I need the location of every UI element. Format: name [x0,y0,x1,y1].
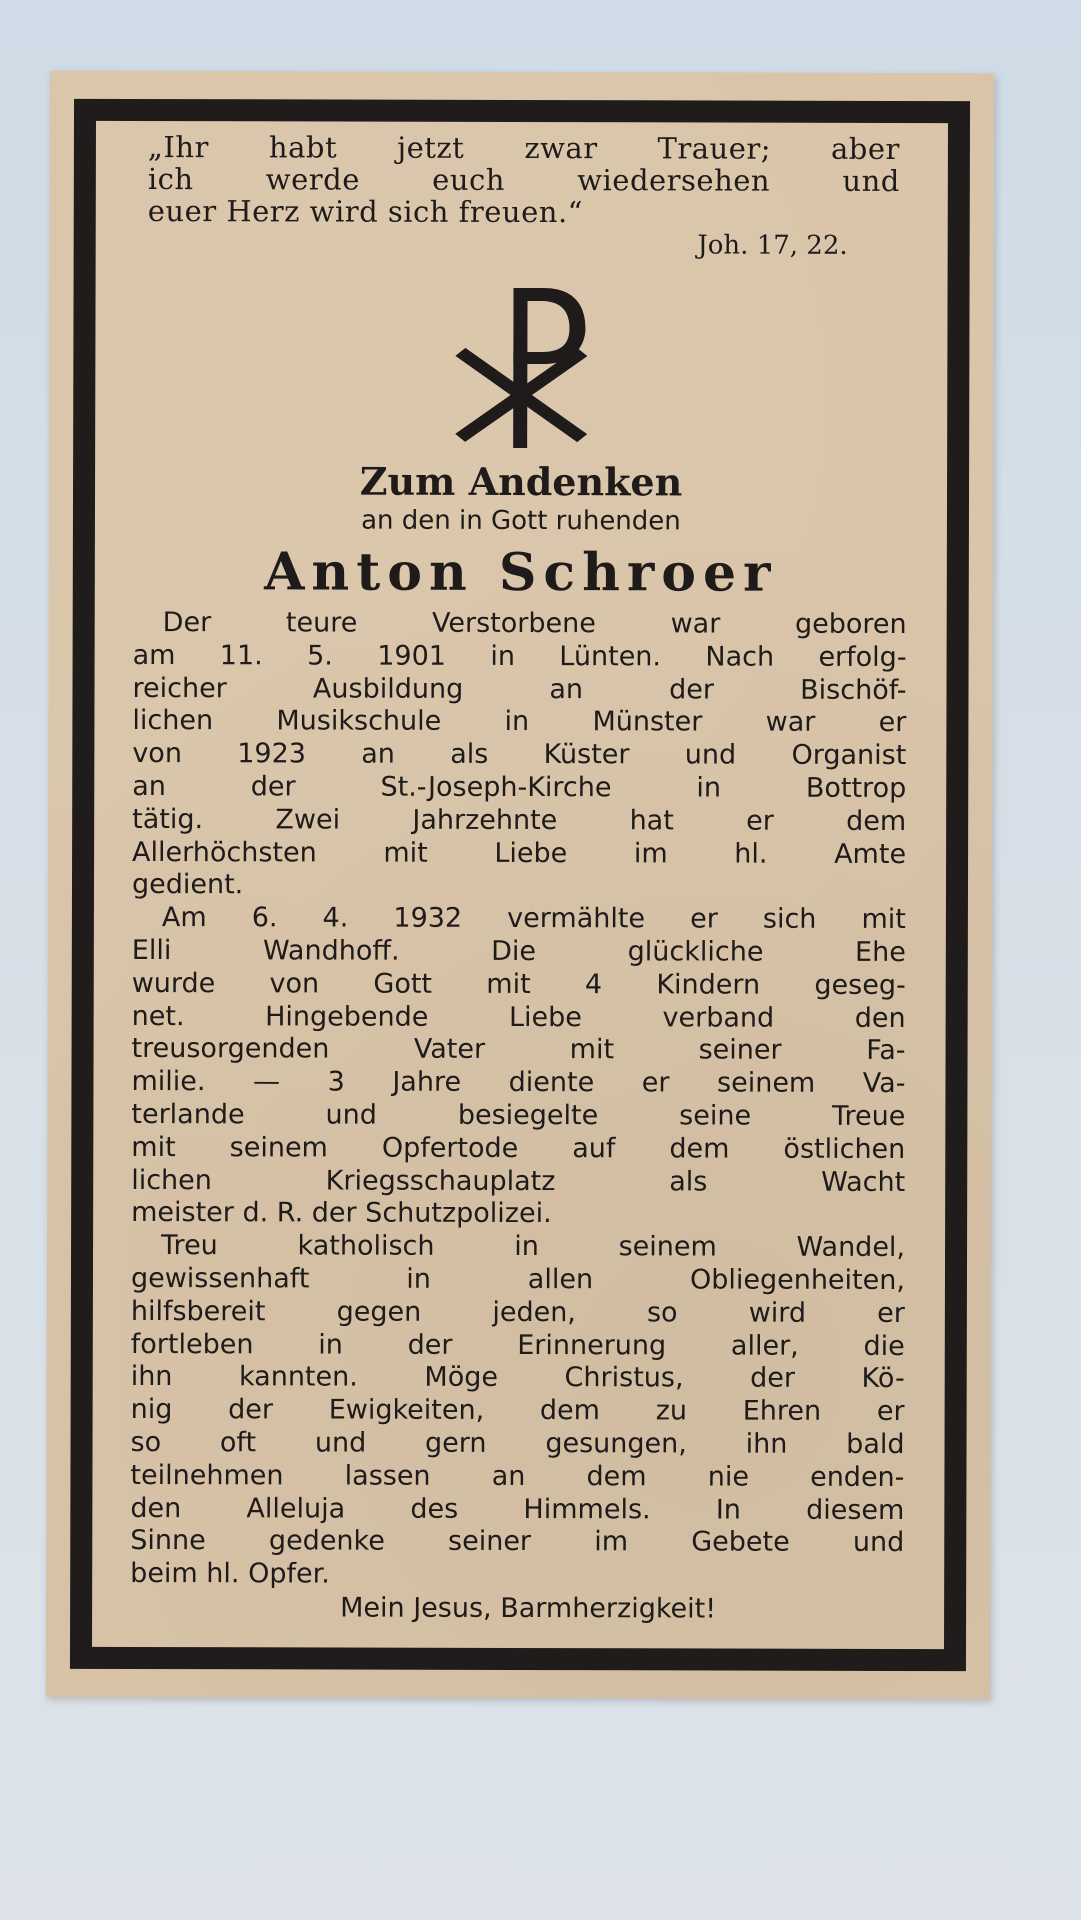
text-line: an der St.-Joseph-Kirche in Bottrop [132,770,907,804]
text-line: reicher Ausbildung an der Bischöf- [132,672,907,706]
quote-line: ich werde euch wiedersehen und [147,162,900,198]
text-line: Am 6. 4. 1932 vermählte er sich mit [161,902,906,936]
quote-reference: Joh. 17, 22. [697,230,848,261]
text-line: treusorgenden Vater mit seiner Fa- [131,1033,906,1067]
card-content [126,131,914,1627]
text-line: beim hl. Opfer. [130,1558,330,1590]
text-line: Sinne gedenke seiner im Gebete und [130,1525,905,1559]
text-line: Treu katholisch in seinem Wandel, [161,1230,906,1264]
text-line: am 11. 5. 1901 in Lünten. Nach erfolg- [132,639,907,673]
text-line: terlande und besiegelte seine Treue [131,1098,906,1132]
text-line: wurde von Gott mit 4 Kindern geseg- [131,967,906,1001]
memorial-card [46,71,994,1699]
text-line: nig der Ewigkeiten, dem zu Ehren er [130,1394,905,1428]
text-line: Allerhöchsten mit Liebe im hl. Amte [132,836,907,870]
text-line: so oft und gern gesungen, ihn bald [130,1426,905,1460]
text-line: teilnehmen lassen an dem nie enden- [130,1459,905,1493]
text-line: gewissenhaft in allen Obliegenheiten, [130,1262,906,1296]
text-line: lichen Musikschule in Münster war er [132,705,907,739]
closing-prayer: Mein Jesus, Barmherzigkeit! [340,1592,717,1625]
bible-quote [130,131,914,229]
heading: Zum Andenken [359,458,683,505]
text-line: den Alleluja des Himmels. In diesem [130,1492,905,1526]
text-line: meister d. R. der Schutzpolizei. [131,1197,552,1230]
biography [126,607,913,1593]
deceased-name: Anton Schroer [264,541,778,604]
text-line: mit seinem Opfertode auf dem östlichen [131,1131,906,1165]
text-line: fortleben in der Erinnerung aller, die [130,1328,905,1362]
text-line: gedient. [131,869,244,901]
text-line: net. Hingebende Liebe verband den [131,1000,906,1034]
text-line: Der teure Verstorbene war geboren [162,607,907,641]
text-line: von 1923 an als Küster und Organist [132,738,907,772]
quote-line: „Ihr habt jetzt zwar Trauer; aber [147,130,900,166]
subheading: an den in Gott ruhenden [361,505,681,537]
text-line: milie. — 3 Jahre diente er seinem Va- [131,1066,906,1100]
text-line: tätig. Zwei Jahrzehnte hat er dem [132,803,907,837]
text-line: Elli Wandhoff. Die glückliche Ehe [131,934,906,968]
text-line: lichen Kriegsschauplatz als Wacht [131,1164,906,1198]
chi-rho-icon [451,284,591,454]
quote-line: euer Herz wird sich freuen.“ [147,194,584,230]
text-line: hilfsbereit gegen jeden, so wird er [130,1295,905,1329]
text-line: ihn kannten. Möge Christus, der Kö- [130,1361,905,1395]
